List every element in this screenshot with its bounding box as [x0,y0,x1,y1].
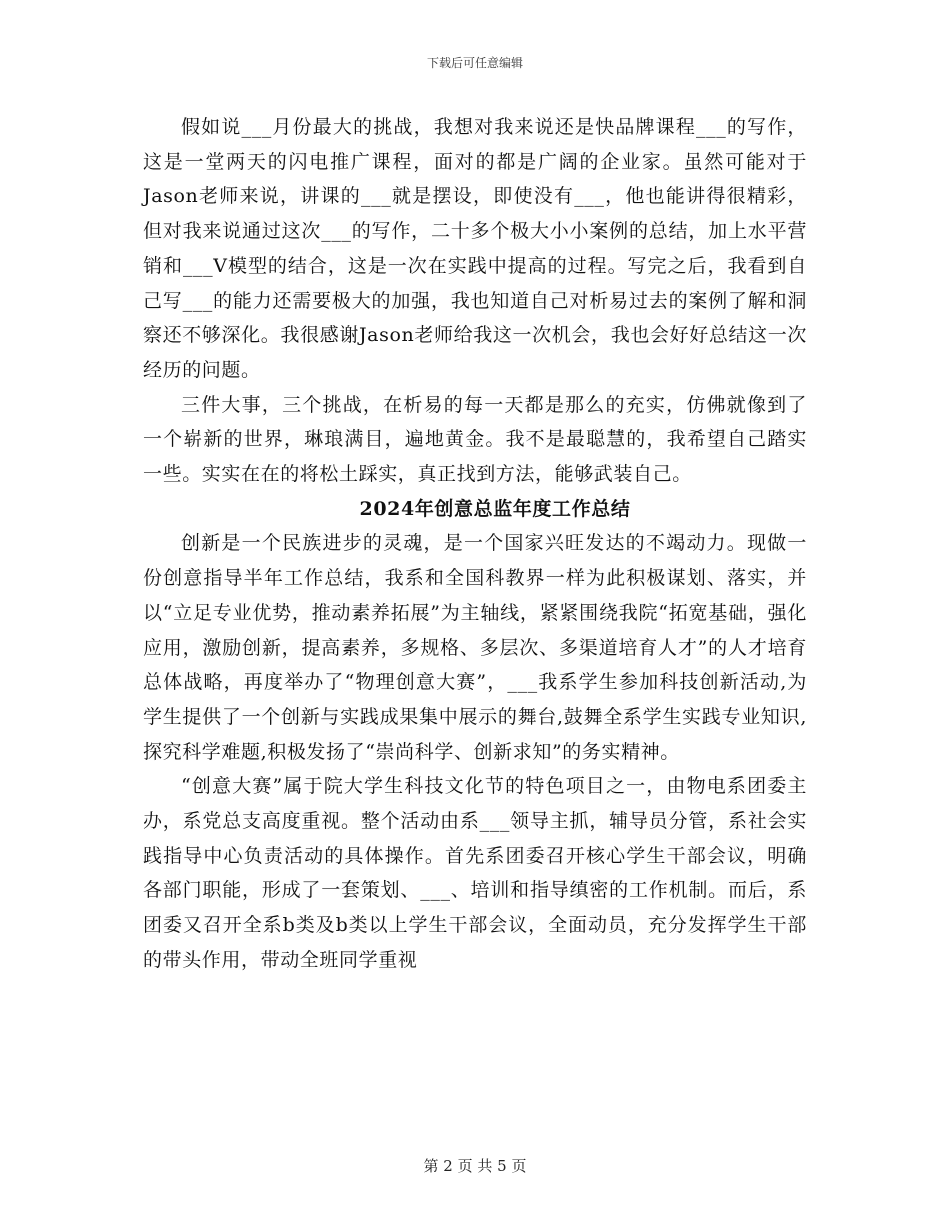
paragraph-innovation: 创新是一个民族进步的灵魂，是一个国家兴旺发达的不竭动力。现做一份创意指导半年工作总结，我系和全国科教界一样为此积极谋划、落实，并以“立足专业优势，推动素养拓展”为主轴线，紧紧围绕我院“拓宽基础，强化应用，激励创新，提高素养，多规格、多层次、多渠道培育人才”的人才培育总体战略，再度举办了“物理创意大赛”，___我系学生参加科技创新活动,为学生提供了一个创新与实践成果集中展示的舞台,鼓舞全系学生实践专业知识,探究科学难题,积极发扬了“崇尚科学、创新求知”的务实精神。 [143,532,807,763]
page-header: 下载后可任意编辑 [426,56,523,70]
paragraph-creative-contest: “创意大赛”属于院大学生科技文化节的特色项目之一，由物电系团委主办，系党总支高度重视。整个活动由系___领导主抓，辅导员分管，系社会实践指导中心负责活动的具体操作。首先系团委召开核心学生干部会议，明确各部门职能，形成了一套策划、___、培训和指导缜密的工作机制。而后，系团委又召开全系b类及b类以上学生干部会议，全面动员，充分发挥学生干部的带头作用，带动全班同学重视 [143,775,807,971]
document-body [143,110,807,978]
section-title: 2024年创意总监年度工作总结 [359,497,631,520]
page-number-footer: 第 2 页 共 5 页 [423,1157,527,1175]
paragraph-three-challenges: 三件大事，三个挑战，在析易的每一天都是那么的充实，仿佛就像到了一个崭新的世界，琳琅满目，遍地黄金。我不是最聪慧的，我希望自己踏实一些。实实在在的将松土踩实，真正找到方法，能够武装自己。 [143,393,807,486]
paragraph-challenge-writing: 假如说___月份最大的挑战，我想对我来说还是快品牌课程___的写作，这是一堂两天的闪电推广课程，面对的都是广阔的企业家。虽然可能对于Jason老师来说，讲课的___就是摆设，即使没有___，他也能讲得很精彩，但对我来说通过这次___的写作，二十多个极大小小案例的总结，加上水平营销和___V模型的结合，这是一次在实践中提高的过程。写完之后，我看到自己写___的能力还需要极大的加强，我也知道自己对析易过去的案例了解和洞察还不够深化。我很感谢Jason老师给我这一次机会，我也会好好总结这一次经历的问题。 [143,116,807,381]
